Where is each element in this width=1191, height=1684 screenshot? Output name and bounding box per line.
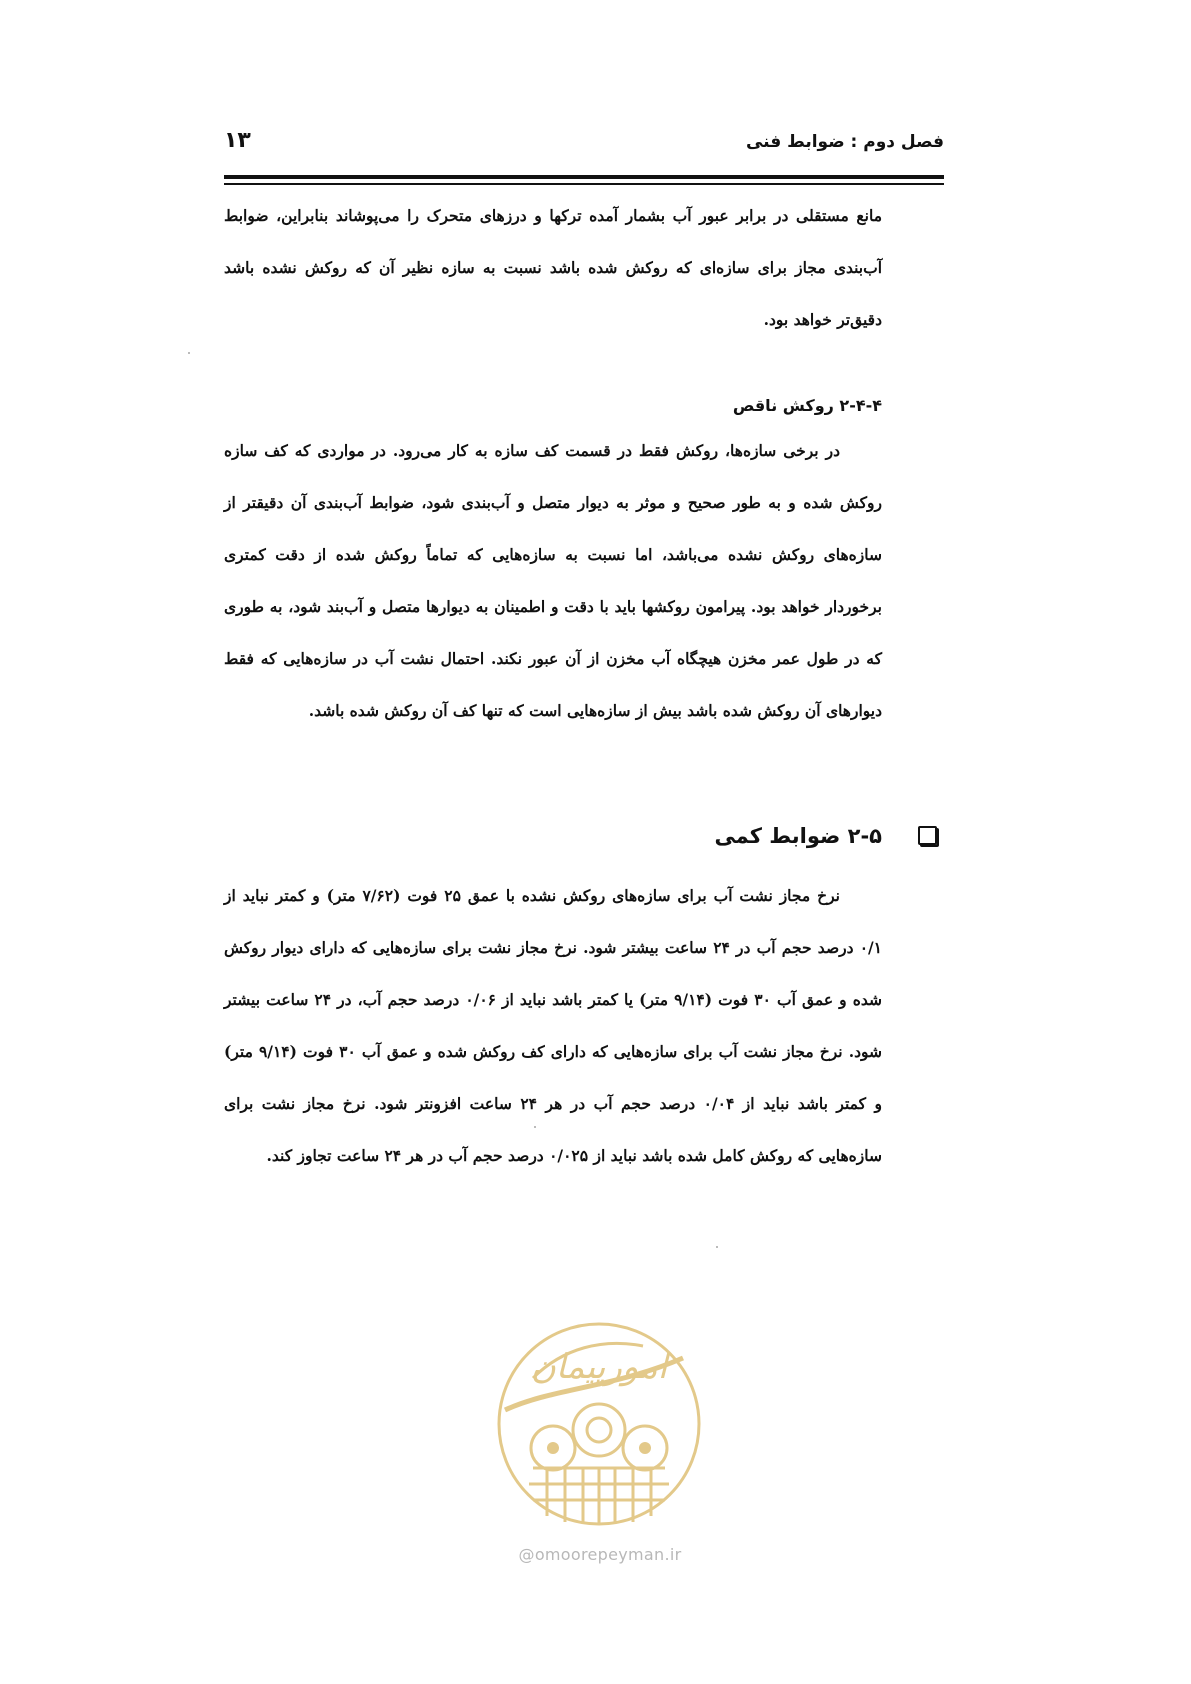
scan-dot (534, 1126, 536, 1128)
paragraph-text: نرخ مجاز نشت آب برای سازه‌های روکش نشده با عمق ۲۵ فوت (۷/۶۲ متر) و کمتر نباید از ۰/۱ درصد حجم آب در ۲۴ ساعت بیشتر شود. نرخ مجاز نشت برای سازه‌هایی که دارای دیوار روکش شده و عمق آب ۳۰ فوت (۹/۱۴ متر) یا کمتر باشد نباید از ۰/۰۶ درصد حجم آب، در ۲۴ ساعت بیشتر شود. نرخ مجاز نشت آب برای سازه‌هایی که دارای کف روکش شده و عمق آب ۳۰ فوت (۹/۱۴ متر) و کمتر باشد نباید از ۰/۰۴ درصد حجم آب در هر ۲۴ ساعت افزونتر شود. نرخ مجاز نشت برای سازه‌هایی که روکش کامل شده باشد نباید از ۰/۰۲۵ درصد حجم آب در هر ۲۴ ساعت تجاوز کند. (224, 886, 882, 1165)
scan-dot (188, 352, 190, 354)
running-header (224, 128, 944, 168)
section-heading: ۲-۵ ضوابط کمی (714, 824, 882, 848)
header-rule-thin (224, 183, 944, 185)
paragraph-text: در برخی سازه‌ها، روکش فقط در قسمت کف سازه به کار می‌رود. در مواردی که کف سازه روکش شده و به طور صحیح و موثر به دیوار متصل و آب‌بندی شود، ضوابط آب‌بندی آن دقیقتر از سازه‌های روکش نشده می‌باشد، اما نسبت به سازه‌هایی که تماماً روکش شده از دقت کمتری برخوردار خواهد بود. پیرامون روکشها باید با دقت و اطمینان به دیوارها متصل و آب‌بند شود، به طوری که در طول عمر مخزن هیچگاه آب مخزن از آن عبور نکند. احتمال نشت آب در سازه‌هایی که فقط دیوارهای آن روکش شده باشد بیش از سازه‌هایی است که تنها کف آن روکش شده باشد. (224, 441, 882, 720)
paragraph-continuation (224, 190, 882, 346)
page-number: ۱۳ (224, 128, 251, 153)
scan-dot (716, 1246, 718, 1248)
watermark-site: @omoorepeyman.ir (518, 1545, 682, 1564)
header-rule-thick (224, 175, 944, 179)
watermark-logo-text: امورپیمان (530, 1347, 668, 1387)
paragraph-quantitative-criteria (224, 870, 882, 1182)
chapter-title: فصل دوم : ضوابط فنی (745, 132, 944, 152)
section-bullet-icon (918, 826, 937, 845)
paragraph-text: مانع مستقلی در برابر عبور آب بشمار آمده ترکها و درزهای متحرک را می‌پوشاند بنابراین، ضوابط آب‌بندی مجاز برای سازه‌ای که روکش شده باشد نسبت به سازه نظیر آن که روکش نشده باشد دقیق‌تر خواهد بود. (224, 206, 882, 329)
watermark-logo (493, 1318, 705, 1530)
subsection-heading: ۲-۴-۴ روکش ناقص (732, 396, 882, 415)
paragraph-partial-lining (224, 425, 882, 737)
